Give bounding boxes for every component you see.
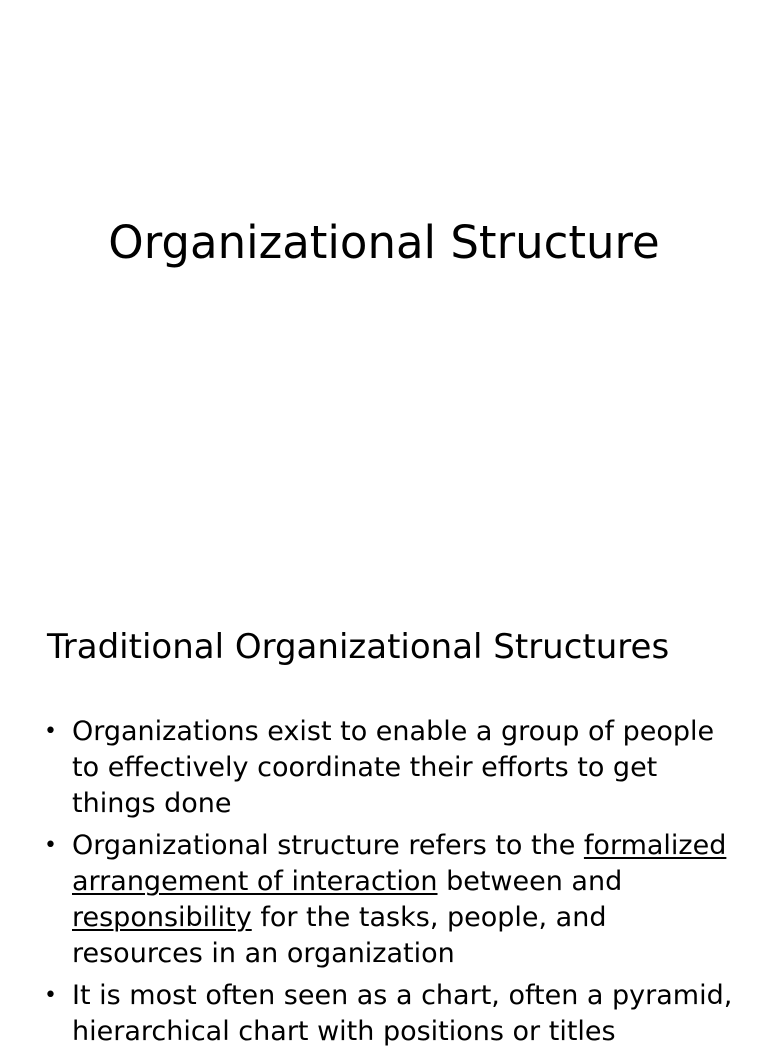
bullet-text: Organizational structure refers to the	[72, 830, 584, 861]
bullet-text: It is most often seen as a chart, often a pyramid, hierarchical chart with positions or titles	[72, 980, 733, 1047]
bullet-marker-icon: •	[44, 719, 57, 744]
bullet-text: for the tasks, people, and resources in an organization	[72, 902, 607, 969]
bullet-item	[44, 828, 744, 972]
bullet-text: Organizations exist to enable a group of people to effectively coordinate their efforts to get things done	[72, 716, 715, 819]
bullet-item	[44, 714, 744, 822]
bullet-marker-icon: •	[44, 983, 57, 1008]
underlined-term: responsibility	[72, 902, 252, 933]
bullet-marker-icon: •	[44, 833, 57, 858]
bullet-list	[44, 714, 744, 1056]
section-heading: Traditional Organizational Structures	[47, 627, 670, 667]
bullet-text: between and	[437, 866, 623, 897]
underlined-term: formalized arrangement of interaction	[72, 830, 727, 897]
slide-title: Organizational Structure	[108, 216, 660, 269]
bullet-item	[44, 978, 744, 1050]
